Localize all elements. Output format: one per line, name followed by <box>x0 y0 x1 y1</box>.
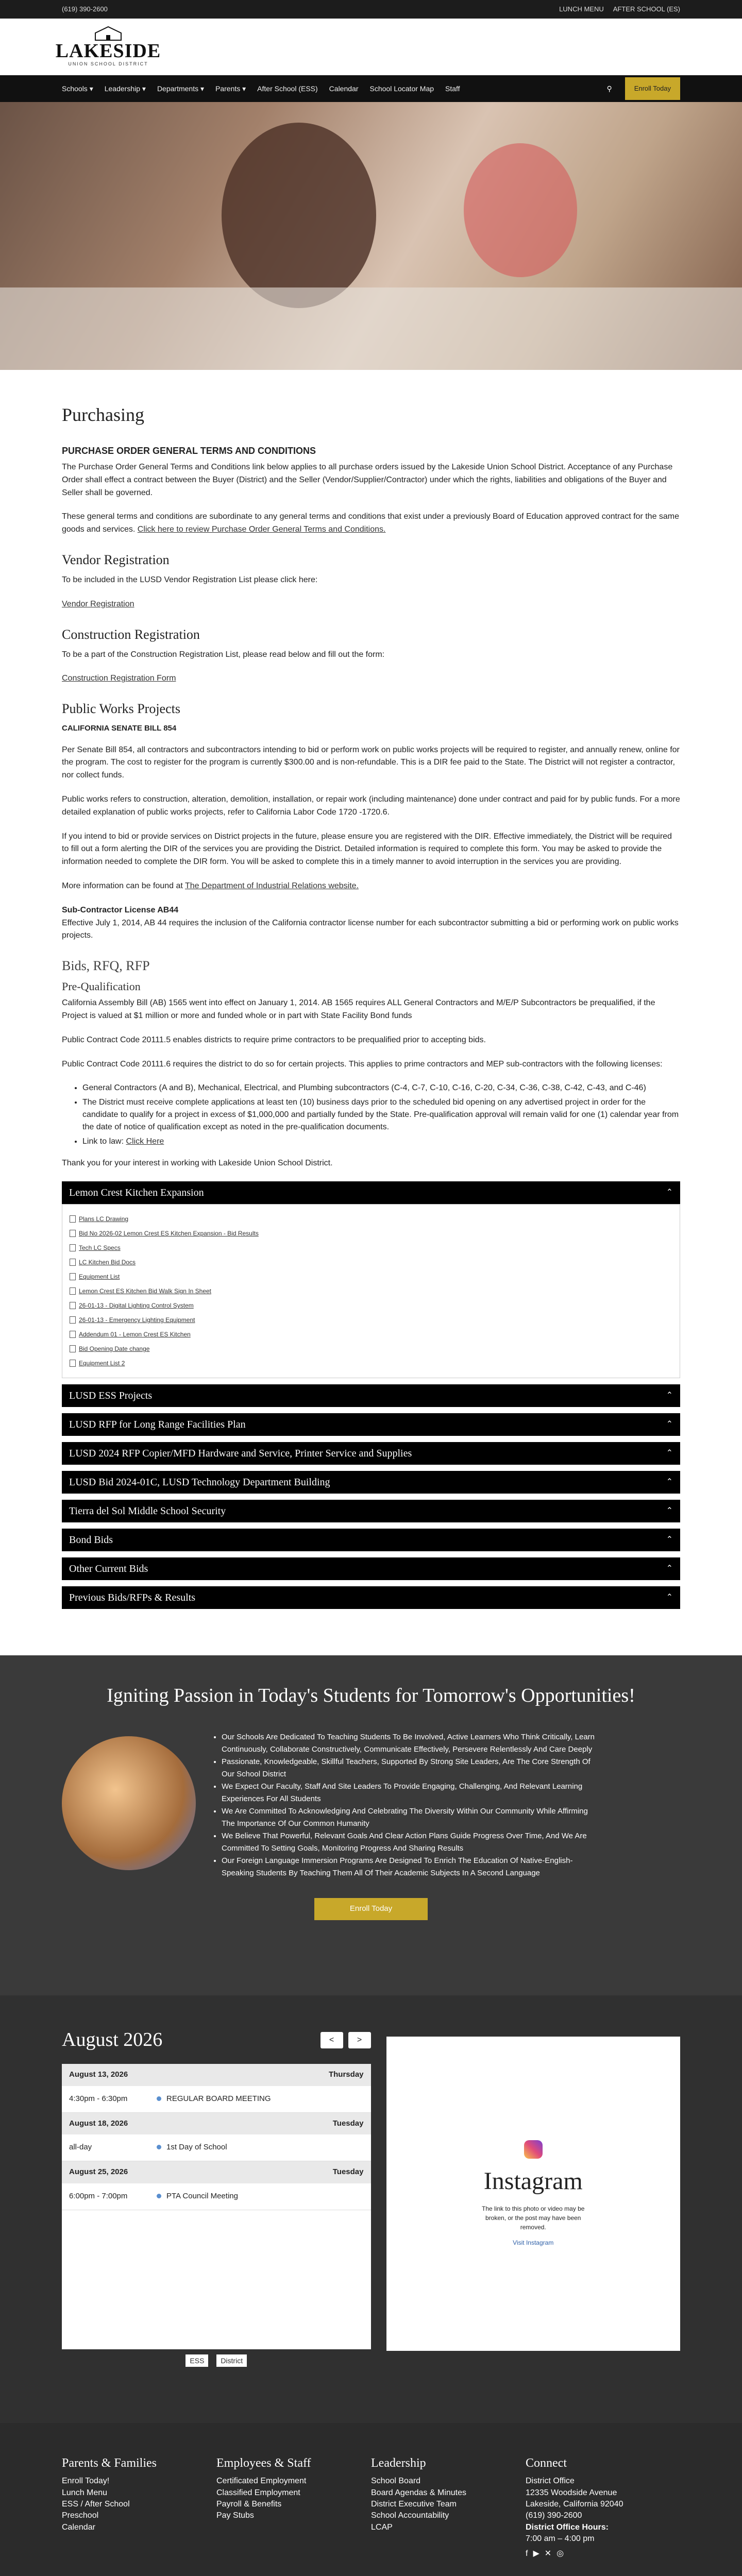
students-photo <box>62 1736 196 1870</box>
event-row[interactable] <box>62 2134 371 2161</box>
chevron-icon: ⌃ <box>666 1449 673 1458</box>
hero-image <box>0 102 742 370</box>
file-link[interactable]: Lemon Crest ES Kitchen Bid Walk Sign In Sheet <box>79 1287 212 1295</box>
nav-item[interactable]: Calendar <box>329 84 359 93</box>
chevron-icon: ⌃ <box>666 1506 673 1516</box>
instagram-wordmark: Instagram <box>483 2167 583 2195</box>
file-icon <box>70 1331 76 1338</box>
footer-link[interactable]: Board Agendas & Minutes <box>371 2488 467 2497</box>
construction-heading: Construction Registration <box>62 626 200 642</box>
file-icon <box>70 1316 76 1324</box>
nav-item[interactable]: School Locator Map <box>369 84 434 93</box>
youtube-icon[interactable]: ▶ <box>533 2549 539 2558</box>
instagram-icon[interactable]: ◎ <box>556 2549 564 2558</box>
accordion-title: Lemon Crest Kitchen Expansion <box>69 1187 204 1199</box>
mission-section <box>0 1655 742 1995</box>
nav-items <box>62 83 598 94</box>
prequalification-heading: Pre-Qualification <box>62 980 141 993</box>
chevron-icon: ⌃ <box>666 1420 673 1429</box>
accordion-title: LUSD 2024 RFP Copier/MFD Hardware and Service, Printer Service and Supplies <box>69 1448 412 1460</box>
mission-list <box>211 1731 603 1879</box>
event-weekday: Thursday <box>328 2070 364 2079</box>
file-item[interactable] <box>70 1313 672 1327</box>
thanks-text: Thank you for your interest in working with Lakeside Union School District. <box>62 1159 333 1168</box>
file-icon <box>70 1273 76 1280</box>
accordion-header[interactable] <box>62 1471 680 1494</box>
file-icon <box>70 1287 76 1295</box>
file-item[interactable] <box>70 1212 672 1226</box>
accordion <box>62 1529 680 1551</box>
event-name: 1st Day of School <box>157 2142 227 2154</box>
instagram-widget <box>386 2037 681 2351</box>
po-terms-link[interactable]: Click here to review Purchase Order General Terms and Conditions. <box>137 525 386 534</box>
district-calendar-link[interactable]: District <box>216 2354 247 2367</box>
construction-text: To be a part of the Construction Registration List, please read below and fill out the form: <box>62 650 385 659</box>
phone-link[interactable]: (619) 390-2600 <box>62 5 108 13</box>
event-date: August 25, 2026 <box>69 2167 128 2177</box>
ab44-section <box>62 904 680 942</box>
footer-heading: Leadership <box>371 2456 426 2470</box>
footer-heading: Parents & Families <box>62 2456 157 2470</box>
footer-link[interactable]: Lakeside, California 92040 <box>526 2500 623 2509</box>
event-date-header <box>62 2113 371 2135</box>
mission-title: Igniting Passion in Today's Students for Tomorrow's Opportunities! <box>107 1685 635 1707</box>
logo-text: LAKESIDE <box>55 40 161 62</box>
event-date: August 13, 2026 <box>69 2070 128 2079</box>
footer-link[interactable]: Payroll & Benefits <box>216 2500 282 2509</box>
file-item[interactable] <box>70 1298 672 1313</box>
accordion-header[interactable] <box>62 1557 680 1580</box>
footer-link[interactable]: LCAP <box>371 2522 393 2532</box>
main-nav <box>0 75 742 102</box>
pw-paragraph-3: If you intend to bid or provide services on District projects in the future, please ensure you are registered with the DIR. Effective immediately, the District will be required to fill out a form alerting the DIR of the services you are providing the District. Detailed information is required to complete this form. You may be asked to provide the information needed to complete the DIR form. You will be asked to complete this in a timely manner to avoid interruption in the services you are providing. <box>62 832 672 867</box>
after-school-link[interactable]: AFTER SCHOOL (ES) <box>613 5 680 13</box>
accordion <box>62 1413 680 1436</box>
footer-link[interactable]: School Board <box>371 2477 421 2486</box>
footer-link[interactable]: (619) 390-2600 <box>526 2511 582 2520</box>
footer-link[interactable]: ESS / After School <box>62 2500 130 2509</box>
event-weekday: Tuesday <box>332 2119 364 2128</box>
list-item: • We Believe That Powerful, Relevant Goals And Clear Action Plans Guide Progress Over Time, And We Are Committed To Setting Goals, Monitoring Progress And Sharing Results <box>222 1830 603 1855</box>
file-link[interactable]: Tech LC Specs <box>79 1244 121 1252</box>
file-link[interactable]: 26-01-13 - Digital Lighting Control System <box>79 1302 194 1310</box>
accordion-title: Other Current Bids <box>69 1563 148 1575</box>
office-hours: 7:00 am – 4:00 pm <box>526 2534 595 2544</box>
accordion-title: LUSD RFP for Long Range Facilities Plan <box>69 1419 246 1431</box>
event-weekday: Tuesday <box>332 2167 364 2177</box>
footer-columns <box>62 2454 680 2560</box>
bids-accordions <box>62 1181 680 1609</box>
calendar-section <box>0 1995 742 2423</box>
file-icon <box>70 1230 76 1237</box>
event-time: all-day <box>69 2143 92 2152</box>
accordion-header[interactable] <box>62 1413 680 1436</box>
nav-item[interactable]: Departments ▾ <box>157 84 204 93</box>
list-item: • Link to law: Click Here <box>82 1136 680 1148</box>
accordion-header[interactable] <box>62 1586 680 1609</box>
construction-form-link[interactable]: Construction Registration Form <box>62 674 176 683</box>
sb854-heading: CALIFORNIA SENATE BILL 854 <box>62 724 177 733</box>
file-icon <box>70 1360 76 1367</box>
accordion-title: Previous Bids/RFPs & Results <box>69 1592 196 1604</box>
public-works-heading: Public Works Projects <box>62 701 180 717</box>
footer-heading: Employees & Staff <box>216 2456 311 2470</box>
ab44-heading: Sub-Contractor License AB44 <box>62 905 179 914</box>
dir-website-link[interactable]: The Department of Industrial Relations website. <box>184 882 359 891</box>
file-icon <box>70 1302 76 1309</box>
instagram-icon <box>524 2140 543 2159</box>
footer-link[interactable]: Classified Employment <box>216 2488 300 2497</box>
ab44-text: Effective July 1, 2014, AB 44 requires the inclusion of the California contractor license number for each subcontractor submitting a bid or performing work on public works projects. <box>62 918 679 940</box>
accordion <box>62 1586 680 1609</box>
footer-link[interactable]: District Executive Team <box>371 2500 457 2509</box>
event-dot-icon <box>157 2194 161 2198</box>
list-item: • We Expect Our Faculty, Staff And Site Leaders To Provide Engaging, Challenging, And Relevant Learning Experiences For All Students <box>222 1781 603 1805</box>
file-link[interactable]: Plans LC Drawing <box>79 1215 129 1223</box>
nav-item[interactable]: Parents ▾ <box>215 84 246 93</box>
footer-link[interactable]: Lunch Menu <box>62 2488 108 2497</box>
file-item[interactable] <box>70 1284 672 1298</box>
district-logo[interactable] <box>55 26 161 68</box>
po-paragraph-2: These general terms and conditions are subordinate to any general terms and conditions that exist under a previously Board of Education approved contract for the same goods and services. Click here to review Purchase Order General Terms and Conditions. <box>62 512 680 534</box>
preq-paragraph-2: Public Contract Code 20111.5 enables districts to require prime contractors to be prequalified prior to accepting bids. <box>62 1035 486 1044</box>
event-name: REGULAR BOARD MEETING <box>157 2093 271 2105</box>
pw-paragraph-1: Per Senate Bill 854, all contractors and subcontractors intending to bid or perform work on public works projects will be required to register, and annually renew, online for the program. The cost to register for the program is currently $300.00 and is non-refundable. This is a DIR fee paid to the State. The District will not register a contractor, nor collect funds. <box>62 745 680 780</box>
footer-column <box>371 2454 526 2560</box>
footer-link[interactable]: Pay Stubs <box>216 2511 254 2520</box>
footer-link[interactable]: Enroll Today! <box>62 2477 110 2486</box>
footer-link[interactable]: 12335 Woodside Avenue <box>526 2488 617 2497</box>
file-link[interactable]: Equipment List <box>79 1273 120 1281</box>
list-item: • Our Schools Are Dedicated To Teaching Students To Be Involved, Active Learners Who Think Critically, Learn Continuously, Collaborate Constructively, Communicate Effectively, Persevere Relentlessly And Care Deeply <box>222 1731 603 1756</box>
footer-heading: Connect <box>526 2456 567 2470</box>
nav-item[interactable]: Staff <box>445 84 460 93</box>
accordion-header[interactable] <box>62 1529 680 1551</box>
calendar-month: August 2026 <box>62 2029 163 2051</box>
chevron-icon: ⌃ <box>666 1564 673 1573</box>
footer-link[interactable]: School Accountability <box>371 2511 449 2520</box>
vendor-registration-link[interactable]: Vendor Registration <box>62 599 134 608</box>
footer <box>0 2423 742 2576</box>
calendar-widget <box>62 2025 371 2393</box>
preq-paragraph-3: Public Contract Code 20111.6 requires the district to do so for certain projects. This applies to prime contractors and MEP sub-contractors with the following licenses: <box>62 1059 663 1069</box>
file-link[interactable]: Equipment List 2 <box>79 1360 125 1367</box>
event-dot-icon <box>157 2096 161 2101</box>
file-icon <box>70 1259 76 1266</box>
visit-instagram-link[interactable]: Visit Instagram <box>513 2239 554 2247</box>
file-item[interactable] <box>70 1255 672 1269</box>
search-icon[interactable]: ⚲ <box>606 84 612 93</box>
event-list-empty <box>62 2210 371 2349</box>
footer-link[interactable]: Certificated Employment <box>216 2477 307 2486</box>
top-bar <box>0 0 742 19</box>
pw-more-info: More information can be found at The Department of Industrial Relations website. <box>62 882 359 891</box>
file-item[interactable] <box>70 1356 672 1370</box>
instagram-message: The link to this photo or video may be broken, or the post may have been removed. <box>482 2205 585 2231</box>
ess-calendar-link[interactable]: ESS <box>185 2354 208 2367</box>
footer-column <box>526 2454 680 2560</box>
accordion <box>62 1384 680 1407</box>
calendar-feeds <box>62 2355 371 2366</box>
page-title: Purchasing <box>62 404 144 425</box>
event-row[interactable] <box>62 2183 371 2210</box>
file-link[interactable]: Addendum 01 - Lemon Crest ES Kitchen <box>79 1331 191 1338</box>
event-row[interactable] <box>62 2086 371 2113</box>
file-item[interactable] <box>70 1327 672 1342</box>
file-item[interactable] <box>70 1241 672 1255</box>
nav-item[interactable]: Schools ▾ <box>62 84 93 93</box>
logo-subtext: UNION SCHOOL DISTRICT <box>68 61 148 67</box>
pw-paragraph-2: Public works refers to construction, alteration, demolition, installation, or repair work (including maintenance) done under contract and paid for by public funds. For a more detailed explanation of public works projects, refer to California Labor Code 1720 -1720.6. <box>62 795 680 817</box>
file-link[interactable]: Bid No 2026-02 Lemon Crest ES Kitchen Expansion - Bid Results <box>79 1230 259 1238</box>
preq-paragraph-1: California Assembly Bill (AB) 1565 went into effect on January 1, 2014. AB 1565 requires ALL General Contractors and M/E/P Subcontractors be prequalified, if the Project is valued at $1 million or more and funded whole or in part with State Facility Bond funds <box>62 998 655 1021</box>
list-item: • We Are Committed To Acknowledging And Celebrating The Diversity Within Our Community While Affirming The Importance Of Our Common Humanity <box>222 1805 603 1830</box>
accordion-body <box>62 1204 680 1378</box>
accordion <box>62 1181 680 1378</box>
footer-link[interactable]: Preschool <box>62 2511 99 2520</box>
accordion-header[interactable] <box>62 1384 680 1407</box>
list-item: • Our Foreign Language Immersion Programs Are Designed To Enrich The Education Of Native-English-Speaking Students By Teaching Them All Of Their Academic Subjects In A Second Language <box>222 1855 603 1879</box>
file-icon <box>70 1215 76 1223</box>
accordion <box>62 1500 680 1522</box>
vendor-text: To be included in the LUSD Vendor Registration List please click here: <box>62 575 318 584</box>
accordion <box>62 1471 680 1494</box>
event-list <box>62 2064 371 2349</box>
nav-item[interactable]: After School (ESS) <box>257 84 318 93</box>
file-item[interactable] <box>70 1226 672 1241</box>
event-dot-icon <box>157 2145 161 2149</box>
nav-item[interactable]: Leadership ▾ <box>104 84 146 93</box>
event-time: 6:00pm - 7:00pm <box>69 2191 128 2200</box>
event-date: August 18, 2026 <box>69 2119 128 2128</box>
footer-link[interactable]: District Office <box>526 2477 575 2486</box>
file-link[interactable]: LC Kitchen Bid Docs <box>79 1259 136 1266</box>
twitter-icon[interactable]: ✕ <box>544 2549 552 2558</box>
header <box>0 19 742 75</box>
chevron-icon: ⌃ <box>666 1535 673 1545</box>
law-link[interactable]: Click Here <box>126 1137 164 1146</box>
file-icon <box>70 1244 76 1251</box>
schoolhouse-icon <box>93 26 124 41</box>
main-content <box>0 401 742 1609</box>
event-date-header <box>62 2161 371 2183</box>
file-item[interactable] <box>70 1342 672 1356</box>
enroll-today-button[interactable]: Enroll Today <box>625 77 680 100</box>
bids-heading: Bids, RFQ, RFP <box>62 958 150 974</box>
chevron-icon: ⌃ <box>666 1391 673 1400</box>
facebook-icon[interactable]: f <box>526 2549 528 2558</box>
mission-enroll-button[interactable]: Enroll Today <box>314 1898 428 1920</box>
vendor-heading: Vendor Registration <box>62 552 170 567</box>
footer-link[interactable]: Calendar <box>62 2522 95 2532</box>
next-month-button[interactable]: > <box>348 2032 371 2048</box>
list-item: • The District must receive complete applications at least ten (10) business days prior to the scheduled bid opening on any advertised project in order for the candidate to qualify for a project in excess of $1,000,000 and partially funded by the State. Pre-qualification approval will remain valid for one (1) calendar year from the date of notice of qualification except as noted in the pre-qualification documents. <box>82 1096 680 1133</box>
accordion-title: Bond Bids <box>69 1534 113 1546</box>
event-date-header <box>62 2064 371 2086</box>
accordion-title: LUSD ESS Projects <box>69 1390 153 1402</box>
file-link[interactable]: 26-01-13 - Emergency Lighting Equipment <box>79 1316 195 1324</box>
footer-column <box>216 2454 371 2560</box>
po-paragraph: The Purchase Order General Terms and Conditions link below applies to all purchase orders issued by the Lakeside Union School District. Acceptance of any Purchase Order shall effect a contract between the Buyer (District) and the Seller (Vendor/Supplier/Contractor) under which the rights, liabilities and obligations of the Buyer and Seller shall be governed. <box>62 463 673 497</box>
accordion-title: LUSD Bid 2024-01C, LUSD Technology Department Building <box>69 1477 330 1488</box>
accordion-header[interactable] <box>62 1442 680 1465</box>
chevron-icon: ⌃ <box>666 1188 673 1197</box>
accordion-header[interactable] <box>62 1181 680 1204</box>
event-time: 4:30pm - 6:30pm <box>69 2094 128 2103</box>
file-link[interactable]: Bid Opening Date change <box>79 1345 150 1353</box>
event-name: PTA Council Meeting <box>157 2191 238 2202</box>
chevron-icon: ⌃ <box>666 1478 673 1487</box>
po-heading: PURCHASE ORDER GENERAL TERMS AND CONDITIONS <box>62 446 316 456</box>
accordion <box>62 1442 680 1465</box>
accordion-header[interactable] <box>62 1500 680 1522</box>
footer-column <box>62 2454 216 2560</box>
accordion <box>62 1557 680 1580</box>
accordion-title: Tierra del Sol Middle School Security <box>69 1505 226 1517</box>
social-links <box>526 2548 680 2560</box>
prev-month-button[interactable]: < <box>321 2032 343 2048</box>
license-list <box>82 1082 680 1148</box>
office-hours-heading: District Office Hours: <box>526 2522 609 2532</box>
file-item[interactable] <box>70 1269 672 1284</box>
list-item: • Passionate, Knowledgeable, Skillful Teachers, Supported By Strong Site Leaders, Are The Core Strength Of Our School District <box>222 1756 603 1781</box>
chevron-icon: ⌃ <box>666 1593 673 1602</box>
list-item: • General Contractors (A and B), Mechanical, Electrical, and Plumbing subcontractors (C-4, C-7, C-10, C-16, C-20, C-34, C-36, C-38, C-42, C-43, and C-46) <box>82 1082 680 1094</box>
lunch-menu-link[interactable]: LUNCH MENU <box>559 5 604 13</box>
file-icon <box>70 1345 76 1352</box>
